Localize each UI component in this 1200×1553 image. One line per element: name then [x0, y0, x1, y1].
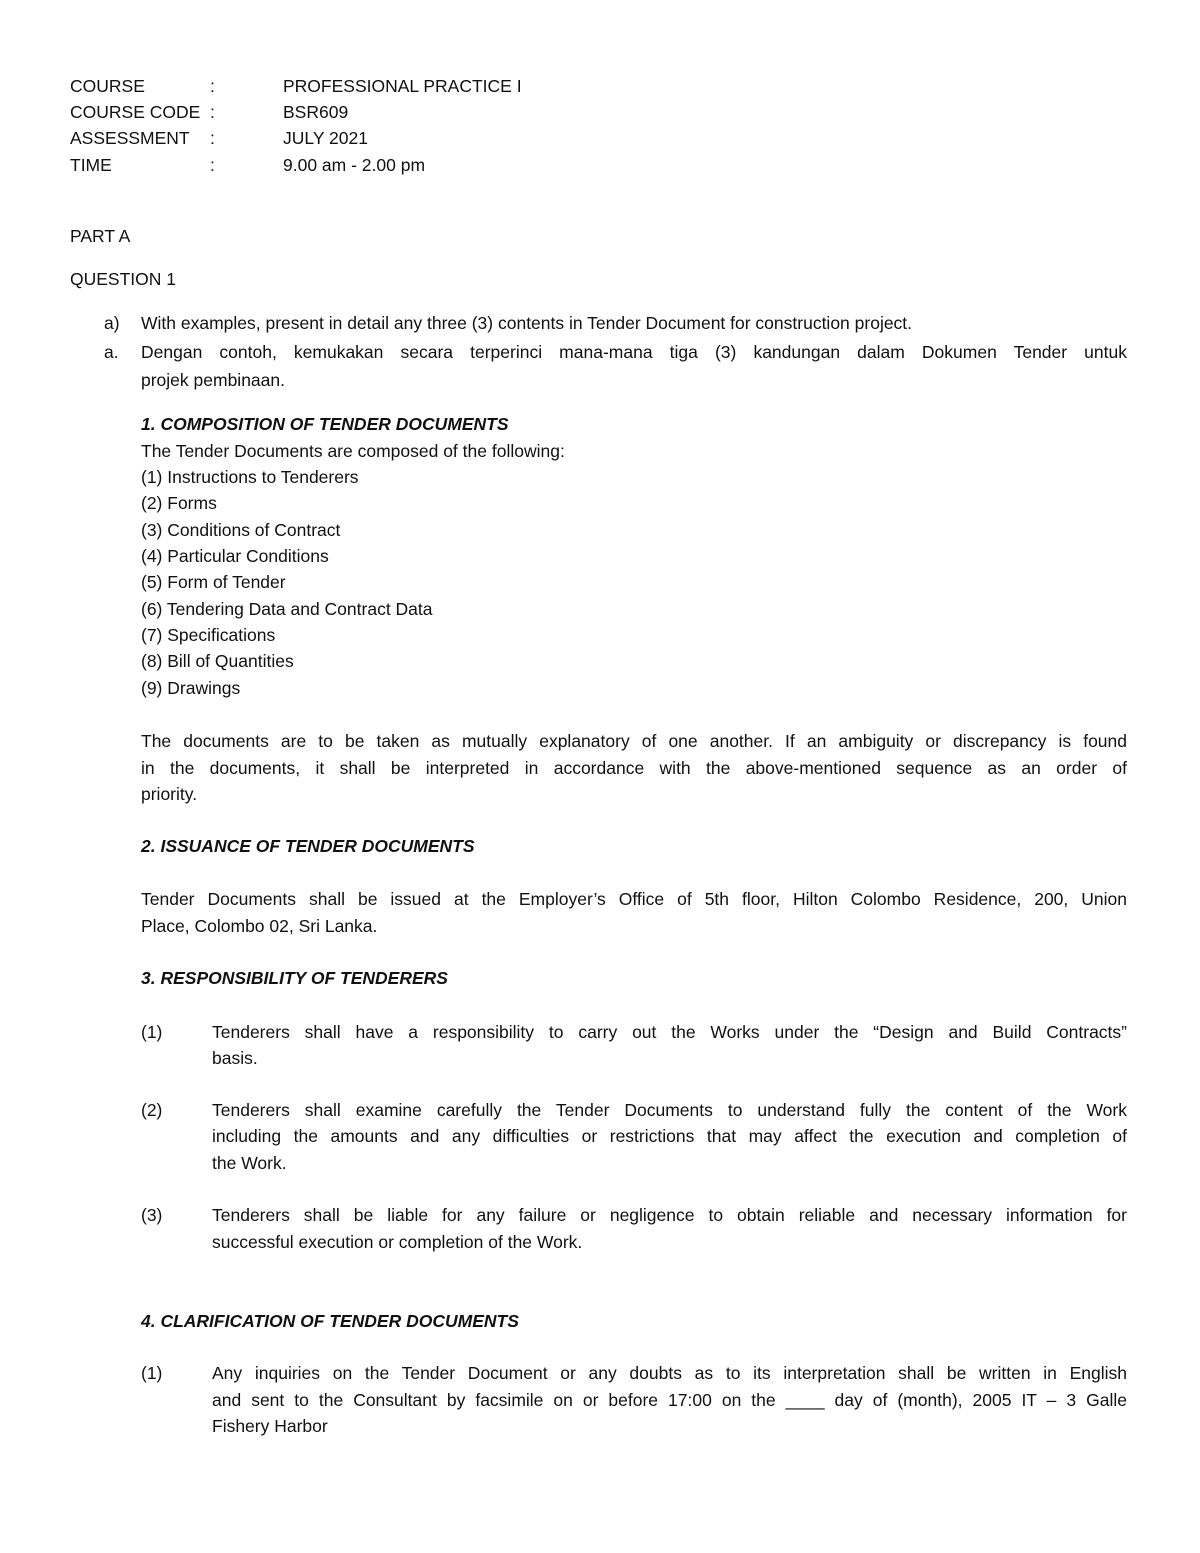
question-text-en: With examples, present in detail any three (3) contents in Tender Document for construction project. — [141, 313, 913, 333]
header-colon: : — [210, 155, 215, 175]
item-number: (2) — [141, 1100, 163, 1120]
part-title: PART A — [70, 226, 131, 246]
item-number: (1) — [141, 1022, 163, 1042]
paragraph-line: The documents are to be taken as mutually explanatory of one another. If an ambiguity or discrepancy is found — [141, 731, 1127, 751]
item-text-line: including the amounts and any difficulties or restrictions that may affect the execution and completion of — [212, 1126, 1127, 1146]
list-item: (1) Instructions to Tenderers — [141, 467, 359, 487]
header-label-assessment: ASSESSMENT — [70, 128, 190, 148]
question-text-ms-line1: Dengan contoh, kemukakan secara terperinci mana-mana tiga (3) kandungan dalam Dokumen Tender untuk — [141, 342, 1127, 362]
question-marker-ms: a. — [104, 342, 119, 362]
list-item: (9) Drawings — [141, 678, 241, 698]
header-value-course-code: BSR609 — [283, 102, 349, 122]
header-label-time: TIME — [70, 155, 112, 175]
header-value-time: 9.00 am - 2.00 pm — [283, 155, 426, 175]
header-value-assessment: JULY 2021 — [283, 128, 368, 148]
header-label-course-code: COURSE CODE — [70, 102, 201, 122]
section-heading-clarification: 4. CLARIFICATION OF TENDER DOCUMENTS — [141, 1311, 519, 1331]
section-heading-composition: 1. COMPOSITION OF TENDER DOCUMENTS — [141, 414, 509, 434]
header-colon: : — [210, 102, 215, 122]
header-colon: : — [210, 76, 215, 96]
paragraph-line: priority. — [141, 784, 198, 804]
list-item: (7) Specifications — [141, 625, 276, 645]
section-heading-responsibility: 3. RESPONSIBILITY OF TENDERERS — [141, 968, 448, 988]
list-item: (2) Forms — [141, 493, 217, 513]
list-item: (4) Particular Conditions — [141, 546, 329, 566]
question-title: QUESTION 1 — [70, 269, 176, 289]
list-item: (6) Tendering Data and Contract Data — [141, 599, 433, 619]
item-text-line: and sent to the Consultant by facsimile on or before 17:00 on the ____ day of (month), 2005 IT – 3 Galle — [212, 1390, 1127, 1410]
question-text-ms-line2: projek pembinaan. — [141, 370, 285, 390]
list-item: (8) Bill of Quantities — [141, 651, 294, 671]
item-text-line: Fishery Harbor — [212, 1416, 328, 1436]
item-text-line: basis. — [212, 1048, 258, 1068]
section-heading-issuance: 2. ISSUANCE OF TENDER DOCUMENTS — [141, 836, 475, 856]
item-number: (1) — [141, 1363, 163, 1383]
header-value-course: PROFESSIONAL PRACTICE I — [283, 76, 522, 96]
list-item: (3) Conditions of Contract — [141, 520, 341, 540]
item-text-line: the Work. — [212, 1153, 287, 1173]
item-text-line: Tenderers shall be liable for any failure or negligence to obtain reliable and necessary information for — [212, 1205, 1127, 1225]
header-label-course: COURSE — [70, 76, 145, 96]
section-intro: The Tender Documents are composed of the following: — [141, 441, 565, 461]
item-number: (3) — [141, 1205, 163, 1225]
item-text-line: Any inquiries on the Tender Document or any doubts as to its interpretation shall be written in English — [212, 1363, 1127, 1383]
list-item: (5) Form of Tender — [141, 572, 286, 592]
paragraph-line: Tender Documents shall be issued at the Employer’s Office of 5th floor, Hilton Colombo Residence, 200, Union — [141, 889, 1127, 909]
header-colon: : — [210, 128, 215, 148]
item-text-line: Tenderers shall examine carefully the Tender Documents to understand fully the content of the Work — [212, 1100, 1127, 1120]
item-text-line: Tenderers shall have a responsibility to carry out the Works under the “Design and Build Contracts” — [212, 1022, 1127, 1042]
paragraph-line: in the documents, it shall be interpreted in accordance with the above-mentioned sequence as an order of — [141, 758, 1127, 778]
question-marker-en: a) — [104, 313, 120, 333]
item-text-line: successful execution or completion of the Work. — [212, 1232, 583, 1252]
paragraph-line: Place, Colombo 02, Sri Lanka. — [141, 916, 378, 936]
